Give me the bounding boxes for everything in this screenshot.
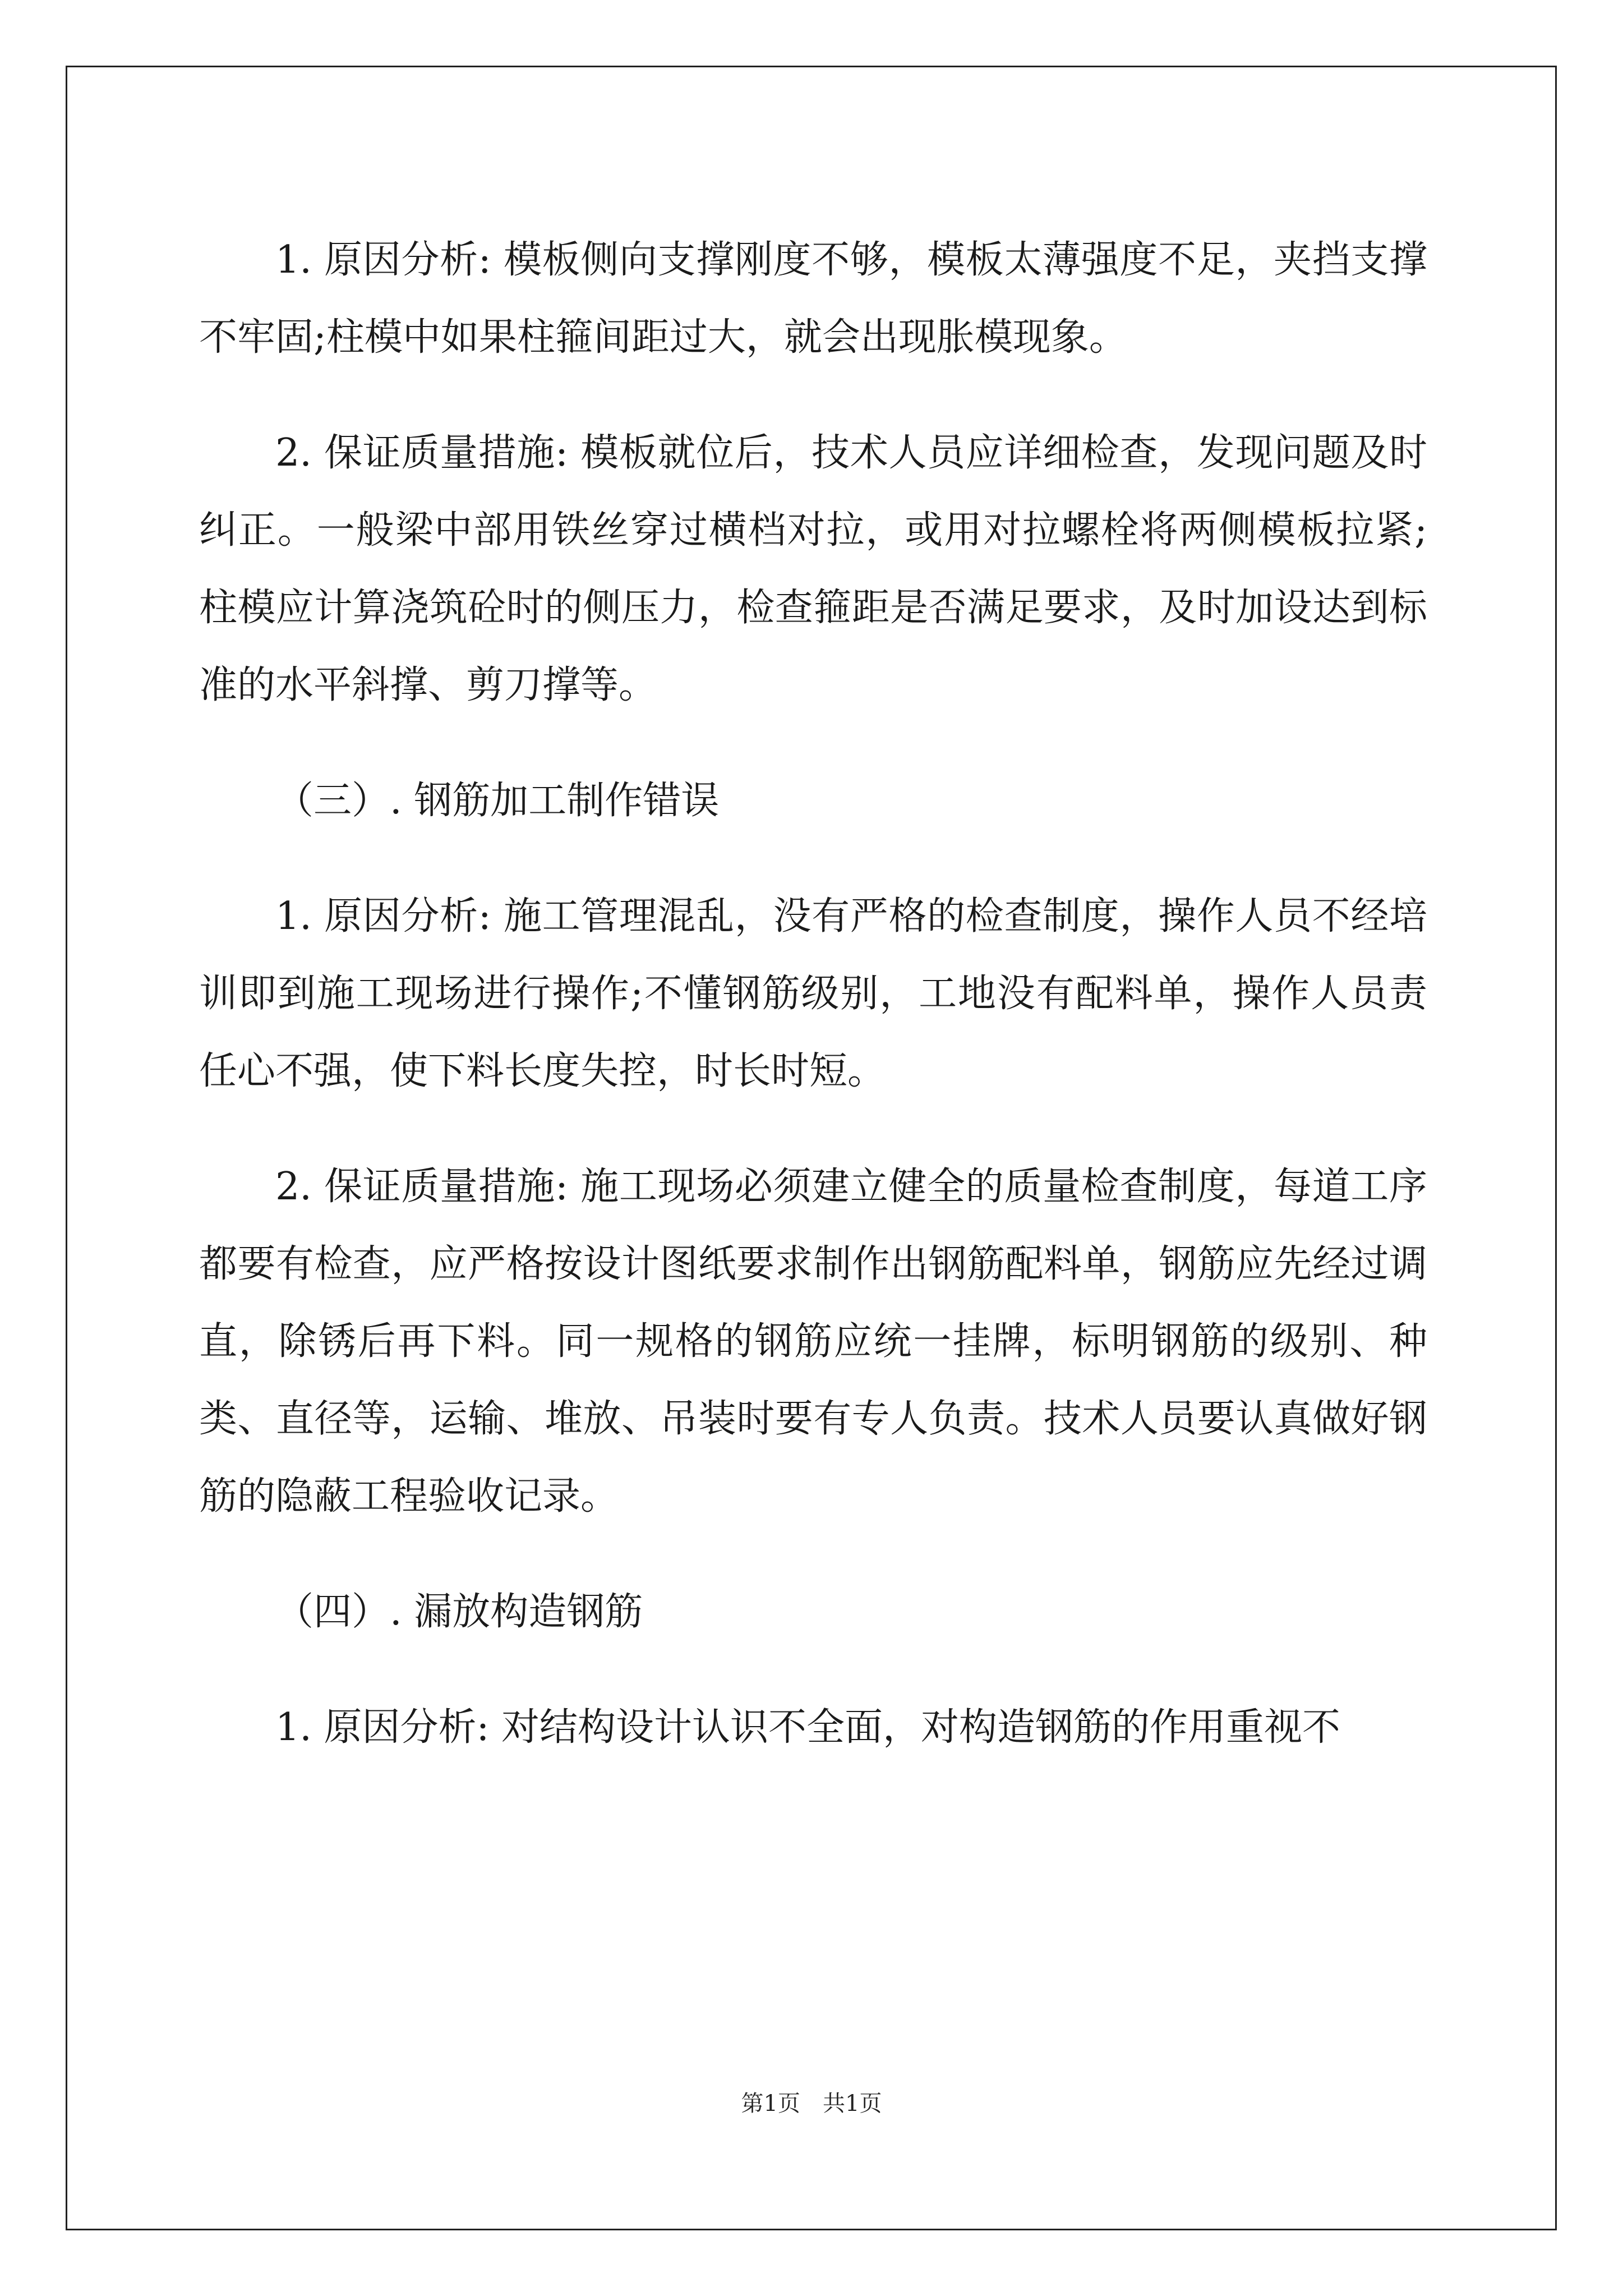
paragraph-2: 2. 保证质量措施: 模板就位后，技术人员应详细检查，发现问题及时纠正。一般梁中部用铁丝穿过横档对拉，或用对拉螺栓将两侧模板拉紧;柱模应计算浇筑砼时的侧压力，检查箍距是否满足要求，及时加设达到标准的水平斜撑、剪刀撑等。 — [199, 431, 1427, 707]
document-body — [199, 222, 1427, 1805]
section-heading-4: （四）. 漏放构造钢筋 — [275, 1590, 643, 1634]
page-number-footer: 第1页 共1页 — [741, 2091, 882, 2116]
paragraph-4: 2. 保证质量措施: 施工现场必须建立健全的质量检查制度，每道工序都要有检查，应严格按设计图纸要求制作出钢筋配料单，钢筋应先经过调直，除锈后再下料。同一规格的钢筋应统一挂牌，标明钢筋的级别、种类、直径等，运输、堆放、吊装时要有专人负责。技术人员要认真做好钢筋的隐蔽工程验收记录。 — [199, 1165, 1427, 1519]
paragraph-3: 1. 原因分析: 施工管理混乱，没有严格的检查制度，操作人员不经培训即到施工现场进行操作;不懂钢筋级别，工地没有配料单，操作人员责任心不强，使下料长度失控，时长时短。 — [199, 894, 1427, 1093]
paragraph-5: 1. 原因分析: 对结构设计认识不全面，对构造钢筋的作用重视不 — [275, 1705, 1341, 1750]
paragraph-1: 1. 原因分析: 模板侧向支撑刚度不够，模板太薄强度不足，夹挡支撑不牢固;柱模中如果柱箍间距过大，就会出现胀模现象。 — [199, 238, 1427, 360]
section-heading-3: （三）. 钢筋加工制作错误 — [275, 779, 720, 823]
